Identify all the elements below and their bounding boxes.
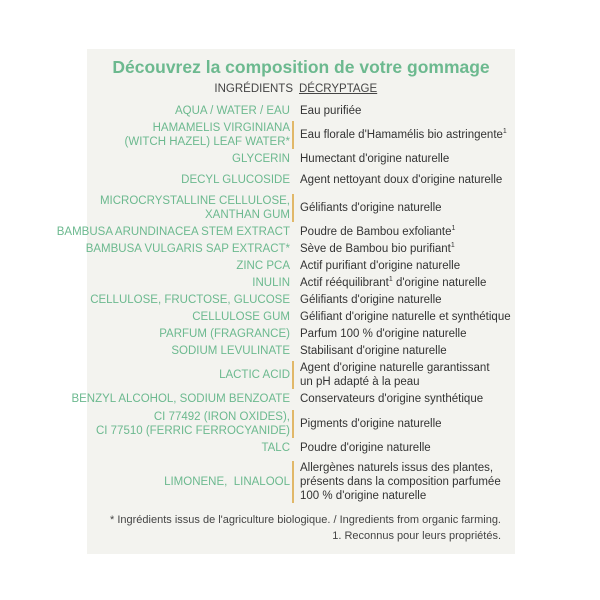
ingredient-description xyxy=(300,344,447,358)
ingredient-description xyxy=(300,276,486,290)
table-row xyxy=(87,276,515,290)
line: Agent nettoyant doux d'origine naturelle xyxy=(300,174,503,186)
table-row xyxy=(87,361,515,389)
table-row xyxy=(87,121,515,149)
line: Poudre de Bambou exfoliante$^1$ xyxy=(300,225,456,238)
ingredient-name xyxy=(90,293,290,307)
ingredient-name xyxy=(96,410,290,438)
line: Sève de Bambou bio purifiant$^1$ xyxy=(300,242,455,255)
line: LACTIC ACID xyxy=(219,369,290,381)
ingredient-description xyxy=(300,152,449,166)
ingredient-name xyxy=(100,194,290,222)
ingredient-name xyxy=(171,344,290,358)
table-row xyxy=(87,104,515,118)
line: XANTHAN GUM xyxy=(205,209,290,221)
ingredient-description xyxy=(300,259,460,273)
line: Actif purifiant d'origine naturelle xyxy=(300,260,461,272)
ingredient-name xyxy=(86,242,290,256)
ingredients-header: INGRÉDIENTS xyxy=(214,83,293,95)
ingredient-description xyxy=(300,441,431,455)
table-row xyxy=(87,242,515,256)
page-title: Découvrez la composition de votre gommage xyxy=(112,57,490,77)
line: HAMAMELIS VIRGINIANA xyxy=(152,122,290,134)
line: Conservateurs d'origine synthétique xyxy=(300,393,484,405)
ingredient-description xyxy=(300,461,501,503)
ingredient-name xyxy=(125,121,290,149)
line: INULIN xyxy=(252,277,290,289)
table-row xyxy=(87,441,515,455)
ingredient-description xyxy=(300,361,490,389)
ingredient-name xyxy=(159,327,290,341)
table-row xyxy=(87,293,515,307)
table-row xyxy=(56,225,515,239)
composition-card xyxy=(56,49,515,554)
table-row xyxy=(87,194,515,222)
ingredient-description xyxy=(300,293,442,307)
line: Eau florale d'Hamamélis bio astringente$^1$ xyxy=(300,128,507,141)
line: un pH adapté à la peau xyxy=(300,376,420,388)
line: Humectant d'origine naturelle xyxy=(300,153,450,165)
ingredient-description xyxy=(300,410,442,438)
ingredient-name xyxy=(236,259,290,273)
ingredient-name xyxy=(164,461,290,503)
footnote-properties: 1. Reconnus pour leurs propriétés. xyxy=(332,530,501,542)
ingredient-name xyxy=(57,225,290,239)
row-divider xyxy=(292,461,294,503)
row-divider xyxy=(292,194,294,222)
table-row xyxy=(71,392,515,406)
table-row xyxy=(87,461,515,503)
ingredient-description xyxy=(300,104,361,118)
line: PARFUM (FRAGRANCE) xyxy=(159,328,290,340)
ingredient-name xyxy=(261,441,290,455)
line: Poudre d'origine naturelle xyxy=(300,442,431,454)
row-divider xyxy=(292,410,294,438)
line: 100 % d'origine naturelle xyxy=(300,490,427,502)
line: BAMBUSA VULGARIS SAP EXTRACT* xyxy=(85,243,290,255)
line: ZINC PCA xyxy=(236,260,290,272)
line: TALC xyxy=(261,442,290,454)
footnote-organic: * Ingrédients issus de l'agriculture biologique. / Ingredients from organic farming. xyxy=(110,514,501,526)
table-row xyxy=(87,152,515,166)
ingredient-description xyxy=(300,121,507,149)
line: BAMBUSA ARUNDINACEA STEM EXTRACT xyxy=(56,226,290,238)
line: DECYL GLUCOSIDE xyxy=(181,174,290,186)
ingredient-name xyxy=(181,173,290,187)
table-row xyxy=(87,310,515,324)
table-row xyxy=(87,259,515,273)
line: Allergènes naturels issus des plantes, xyxy=(300,462,494,474)
decryptage-header: DÉCRYPTAGE xyxy=(299,83,378,95)
table-row xyxy=(87,327,515,341)
line: MICROCRYSTALLINE CELLULOSE, xyxy=(99,195,290,207)
ingredient-description xyxy=(300,225,455,239)
ingredient-description xyxy=(300,327,467,341)
ingredient-name xyxy=(219,361,290,389)
row-divider xyxy=(292,121,294,149)
line: CI 77510 (FERRIC FERROCYANIDE) xyxy=(95,425,290,437)
line: GLYCERIN xyxy=(232,153,290,165)
line: présents dans la composition parfumée xyxy=(300,476,501,488)
table-row xyxy=(87,173,515,187)
ingredient-name xyxy=(252,276,290,290)
line: CELLULOSE GUM xyxy=(192,311,290,323)
line: LIMONENE, LINALOOL xyxy=(164,476,290,488)
line: Stabilisant d'origine naturelle xyxy=(300,345,447,357)
line: CELLULOSE, FRUCTOSE, GLUCOSE xyxy=(90,294,290,306)
line: Eau purifiée xyxy=(300,105,362,117)
line: AQUA / WATER / EAU xyxy=(174,105,290,117)
line: Gélifiants d'origine naturelle xyxy=(300,294,442,306)
ingredient-description xyxy=(300,392,483,406)
ingredient-description xyxy=(300,242,455,256)
row-divider xyxy=(292,361,294,389)
table-row xyxy=(87,410,515,438)
line: SODIUM LEVULINATE xyxy=(171,345,290,357)
line: Agent d'origine naturelle garantissant xyxy=(300,362,490,374)
line: Gélifiant d'origine naturelle et synthétique xyxy=(300,311,511,323)
line: BENZYL ALCOHOL, SODIUM BENZOATE xyxy=(71,393,290,405)
ingredient-description xyxy=(300,173,502,187)
table-row xyxy=(87,344,515,358)
line: Parfum 100 % d'origine naturelle xyxy=(300,328,467,340)
ingredient-description xyxy=(300,194,442,222)
ingredient-name xyxy=(232,152,290,166)
ingredient-name xyxy=(192,310,290,324)
ingredient-name xyxy=(175,104,290,118)
line: (WITCH HAZEL) LEAF WATER* xyxy=(124,136,290,148)
ingredient-description xyxy=(300,310,511,324)
line: CI 77492 (IRON OXIDES), xyxy=(153,411,290,423)
line: Gélifiants d'origine naturelle xyxy=(300,202,442,214)
line: Pigments d'origine naturelle xyxy=(300,418,442,430)
ingredient-name xyxy=(71,392,290,406)
line: Actif rééquilibrant$^1$ d'origine naturelle xyxy=(300,276,487,289)
